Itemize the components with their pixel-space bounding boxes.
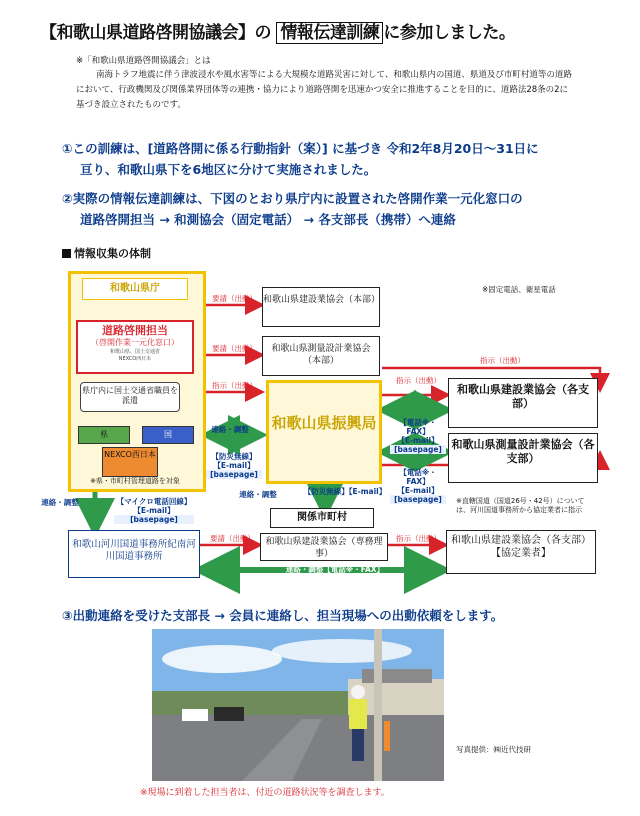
kensetsu-sen-box: 和歌山県建設業協会（専務理事）: [260, 533, 388, 561]
label-shiji-4: 指示（出動）: [396, 534, 441, 543]
kasen-box: 和歌山河川国道事務所紀南河川国道事務所: [68, 530, 200, 578]
note-body: 南海トラフ地震に伴う津波浸水や風水害等による大規模な道路災害に対して、和歌山県内の国道、県道及び市町村道等の道路において、行政機関及び関係業界団体等の連携・協力により道路啓開を迅速かつ安全に推進することを目的に、道路法28条の2に基づき設立されたものです。: [76, 70, 572, 110]
right-note-2: ※直轄国道（国道26号・42号）については、河川国道事務所から協定業者に指示: [456, 497, 585, 514]
chip-prefecture: 県: [78, 426, 130, 444]
photo-caption: ※現場に到着した担当者は、付近の道路状況等を調査します。: [140, 788, 390, 798]
label-renraku-1: 連絡・調整: [211, 425, 249, 434]
label-shiji-3: 指示（出動）: [396, 376, 441, 385]
title-part2: に参加しました。: [383, 23, 516, 43]
label-renraku-3: 連絡・調整: [41, 498, 79, 507]
label-shiji-1: 指示（出動）: [212, 381, 257, 390]
label-denwa-2: 【電話※・FAX】 【E-mail】 [basepage]: [390, 468, 446, 504]
section-1-line1: ①この訓練は、[道路啓開に係る行動指針（案）] に基づき 令和2年8月20日～31日に: [62, 141, 539, 156]
label-req-3: 要請（出動）: [210, 534, 255, 543]
section-2-line1: ②実際の情報伝達訓練は、下図のとおり県庁内に設置された啓開作業一元化窓口の: [62, 191, 523, 206]
site-photo-illustration: [152, 629, 444, 781]
section-1-line2: 亘り、和歌山県下を6地区に分けて実施されました。: [80, 162, 377, 177]
section-3: ③出動連絡を受けた支部長 → 会員に連絡し、担当現場への出動依頼をします。: [62, 608, 504, 623]
road-note-1: 和歌山県、国土交通省: [109, 349, 160, 355]
label-req-1: 要請（出動）: [212, 294, 257, 303]
section-2-line2: 道路啓開担当 → 和測協会（固定電話） → 各支部長（携帯）へ連絡: [80, 212, 456, 227]
label-micro: 【マイクロ電話回線】 【E-mail】 [basepage]: [114, 497, 194, 524]
right-note-1: ※固定電話、衛星電話: [482, 285, 556, 294]
photo-credit: 写真提供：㈱近代技研: [456, 745, 531, 754]
prefecture-footnote: ※県・市町村管理道路を対象: [90, 477, 180, 485]
kankei-box: 関係市町村: [270, 508, 374, 528]
label-bosai-1: 【防災無線】 【E-mail】 [basepage]: [206, 452, 262, 479]
road-clearing-unit: [76, 320, 194, 374]
road-sub: （啓開作業一元化窓口）: [91, 338, 179, 347]
sokuryo-branch-box: 和歌山県測量設計業協会（各支部）: [448, 433, 598, 483]
diagram-caption: 情報収集の体制: [62, 245, 151, 261]
label-renraku-2: 連絡・調整: [239, 490, 277, 499]
sokuryo-hq-box: 和歌山県測量設計業協会（本部）: [262, 336, 380, 376]
title-boxed: 情報伝達訓練: [276, 22, 383, 44]
chip-national: 国: [142, 426, 194, 444]
shinkokyoku-box: 和歌山県振興局: [266, 380, 382, 484]
site-photo: [152, 629, 444, 781]
note-heading: ※「和歌山県道路啓開協議会」とは: [76, 56, 211, 66]
chip-nexco: NEXCO西日本: [102, 447, 158, 477]
label-req-2: 要請（出動）: [212, 344, 257, 353]
label-renraku-denwa: 連絡・調整【電話※・FAX】: [285, 565, 385, 574]
prefecture-office-title: 和歌山県庁: [82, 278, 188, 300]
callout-mlit: 県庁内に国土交通省職員を派遣: [80, 382, 180, 412]
kensetsu-hq-box: 和歌山県建設業協会（本部）: [262, 287, 380, 327]
title-part1: 【和歌山県道路啓開協議会】の: [40, 23, 277, 43]
label-denwa-1: 【電話※・FAX】 【E-mail】 [basepage]: [390, 418, 446, 454]
road-note-2: NEXCO西日本: [118, 356, 152, 362]
road-title: 道路啓開担当: [102, 324, 168, 337]
kyotei-box: 和歌山県建設業協会（各支部）【協定業者】: [446, 530, 596, 574]
kensetsu-branch-box: 和歌山県建設業協会（各支部）: [448, 378, 598, 428]
label-shiji-2: 指示（出動）: [480, 356, 525, 365]
label-bosai-email: 【防災無線】【E-mail】: [303, 487, 387, 496]
